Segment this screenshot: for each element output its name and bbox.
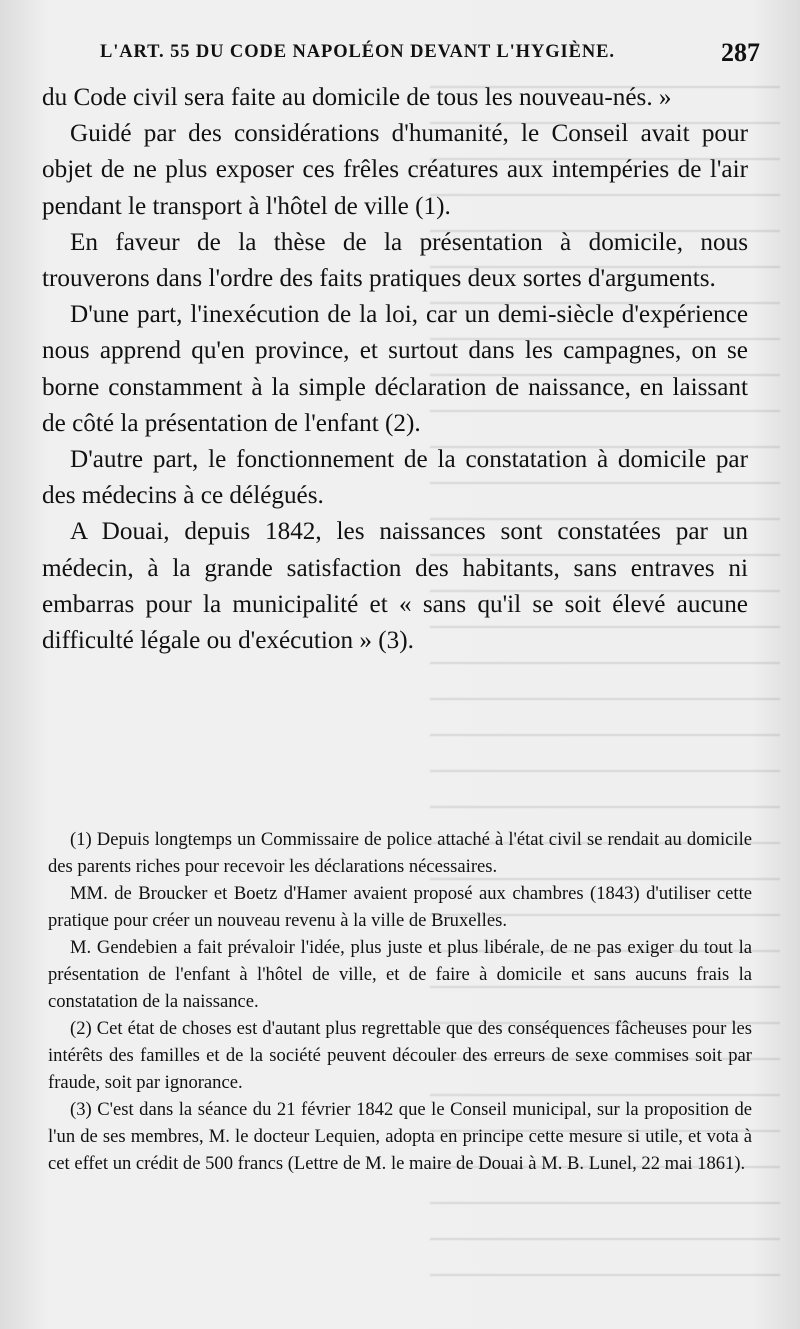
- running-head: L'ART. 55 DU CODE NAPOLÉON DEVANT L'HYGIÈNE.: [100, 42, 615, 62]
- paragraph: D'une part, l'inexécution de la loi, car un demi-siècle d'expérience nous apprend qu'en province, et surtout dans les campagnes, on se borne constamment à la simple déclaration de naissance, en laissant de côté la présentation de l'enfant (2).: [42, 301, 748, 437]
- paragraph: A Douai, depuis 1842, les naissances sont constatées par un médecin, à la grande satisfaction des habitants, sans entraves ni embarras pour la municipalité et « sans qu'il se soit élevé aucune difficulté légale ou d'exécution » (3).: [42, 518, 748, 655]
- page-number: 287: [721, 38, 760, 67]
- footnote: MM. de Broucker et Boetz d'Hamer avaient proposé aux chambres (1843) d'utiliser cette pratique pour créer un nouveau revenu à la ville de Bruxelles.: [48, 883, 752, 931]
- footnote: (2) Cet état de choses est d'autant plus regrettable que des conséquences fâcheuses pour les intérêts des familles et de la société peuvent découler des erreurs de sexe commises soit par fraude, soit par ignorance.: [48, 1018, 752, 1093]
- main-text: [42, 80, 748, 659]
- paragraph: du Code civil sera faite au domicile de tous les nouveau-nés. »: [42, 84, 672, 111]
- footnote: (1) Depuis longtemps un Commissaire de police attaché à l'état civil se rendait au domicile des parents riches pour recevoir les déclarations nécessaires.: [48, 829, 752, 877]
- paragraph: En faveur de la thèse de la présentation à domicile, nous trouverons dans l'ordre des faits pratiques deux sortes d'arguments.: [42, 228, 748, 293]
- page-header: [60, 38, 760, 72]
- paragraph: D'autre part, le fonctionnement de la constatation à domicile par des médecins à ce délégués.: [42, 446, 748, 510]
- footnote: M. Gendebien a fait prévaloir l'idée, plus juste et plus libérale, de ne pas exiger du tout la présentation de l'enfant à l'hôtel de ville, et de faire à domicile et sans aucuns frais la constatation de la naissance.: [48, 937, 752, 1012]
- footnotes: [48, 826, 752, 1177]
- footnote: (3) C'est dans la séance du 21 février 1842 que le Conseil municipal, sur la proposition de l'un de ses membres, M. le docteur Lequien, adopta en principe cette mesure si utile, et vota à cet effet un crédit de 500 francs (Lettre de M. le maire de Douai à M. B. Lunel, 22 mai 1861).: [48, 1099, 752, 1174]
- paragraph: Guidé par des considérations d'humanité, le Conseil avait pour objet de ne plus exposer ces frêles créatures aux intempéries de l'air pendant le transport à l'hôtel de ville (1).: [42, 120, 748, 220]
